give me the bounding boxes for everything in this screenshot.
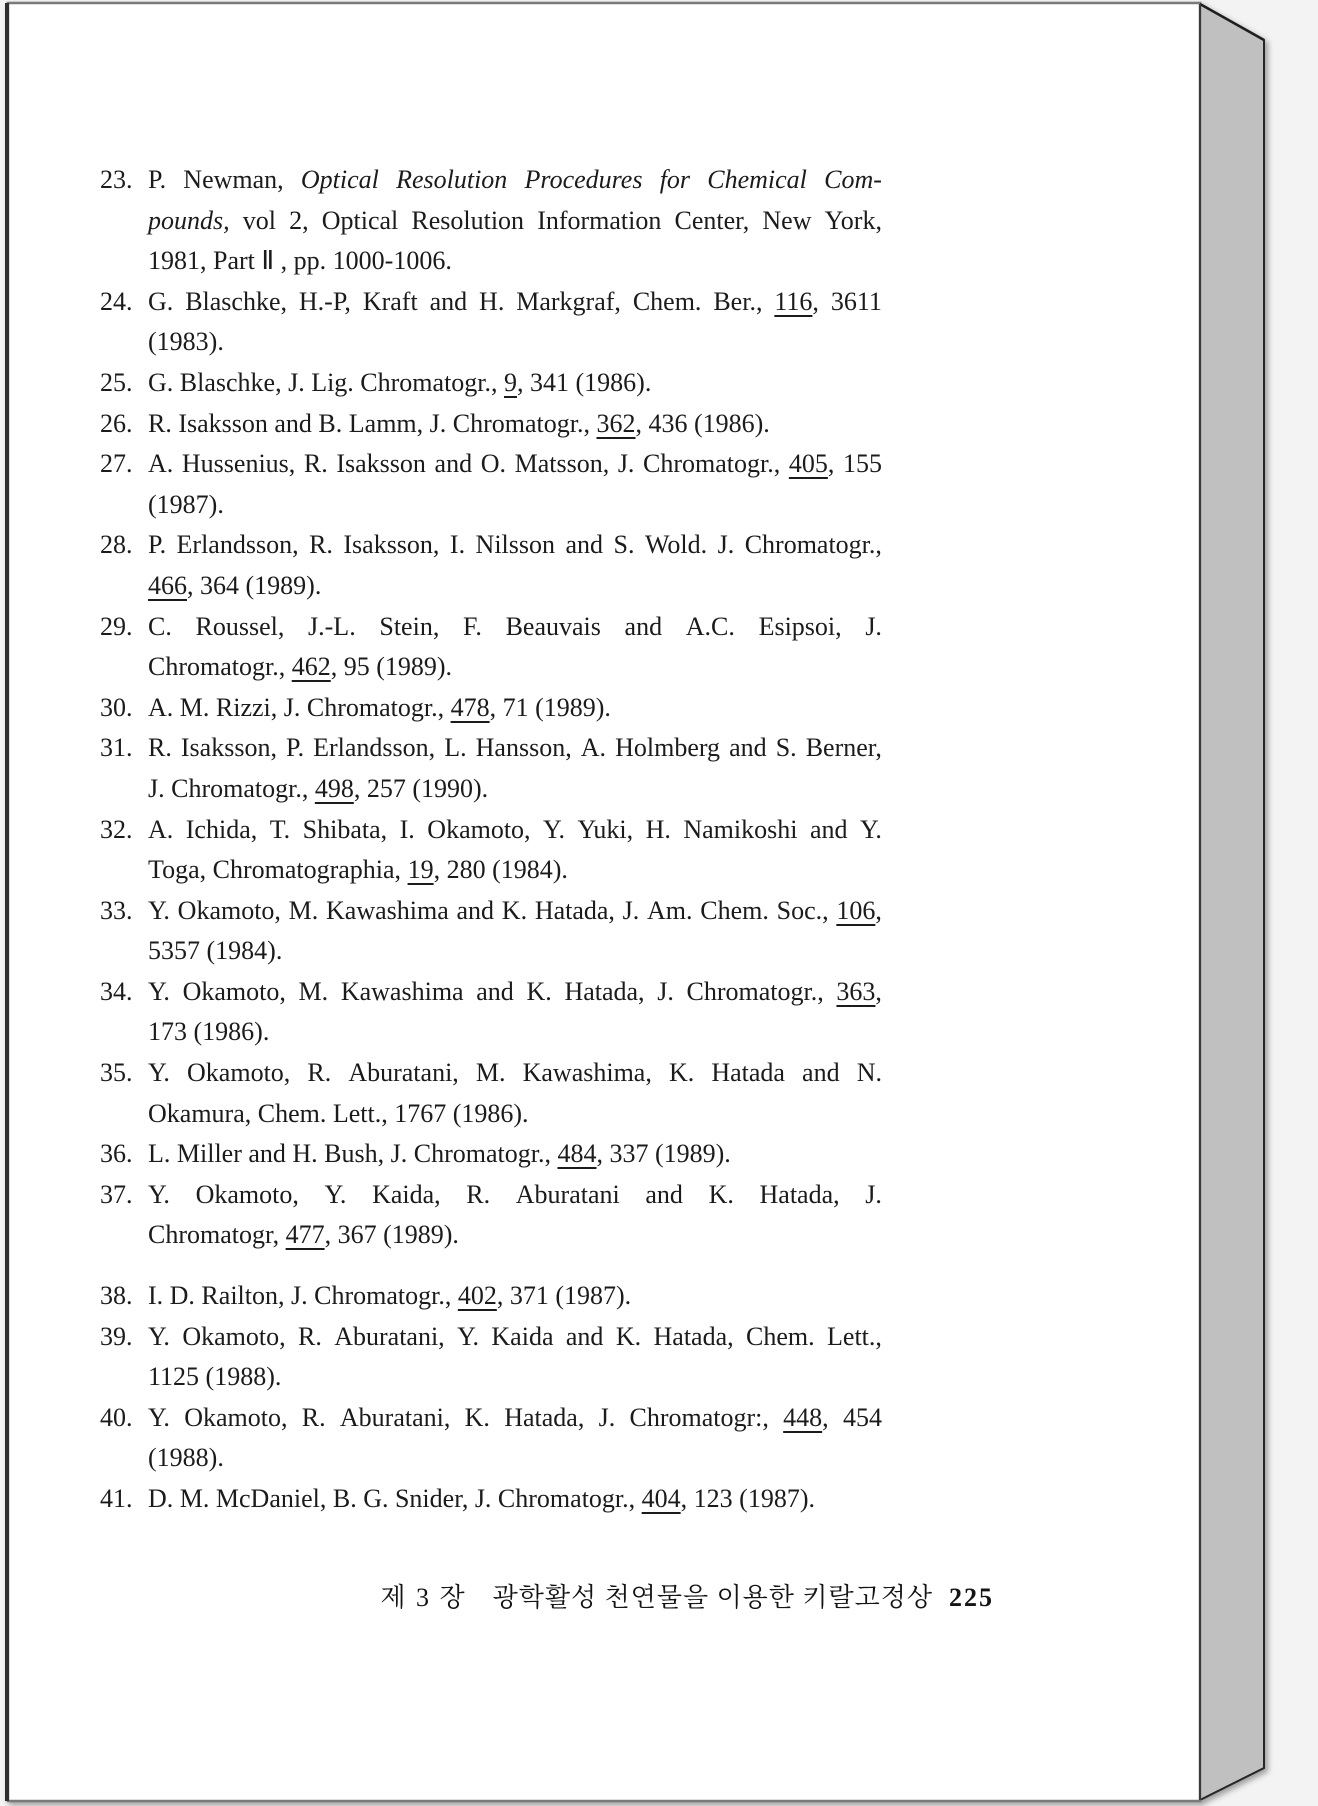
reference-line: Okamura, Chem. Lett., 1767 (1986). xyxy=(148,1098,529,1128)
reference-item xyxy=(100,160,882,282)
reference-text xyxy=(148,810,882,891)
reference-line: Y. Okamoto, Y. Kaida, R. Aburatani and K. Hatada, J. xyxy=(148,1179,882,1209)
reference-number: 29. xyxy=(100,611,133,641)
reference-item xyxy=(100,444,882,525)
reference-text xyxy=(148,404,882,445)
reference-item xyxy=(100,607,882,688)
reference-number: 33. xyxy=(100,895,133,925)
reference-number: 23. xyxy=(100,165,133,194)
reference-number: 30. xyxy=(100,692,133,722)
reference-line: P. Erlandsson, R. Isaksson, I. Nilsson and S. Wold. J. Chromatogr., xyxy=(148,530,882,560)
reference-line: (1983). xyxy=(148,327,224,357)
reference-number: 36. xyxy=(100,1139,133,1169)
reference-item xyxy=(100,1276,882,1317)
reference-item xyxy=(100,525,882,606)
reference-line: Chromatogr., 462, 95 (1989). xyxy=(148,652,453,682)
reference-line: 466, 364 (1989). xyxy=(148,570,322,600)
page-footer xyxy=(100,1578,994,1618)
references-list xyxy=(100,160,882,1520)
reference-item xyxy=(100,1479,882,1520)
reference-text xyxy=(148,688,882,729)
reference-text xyxy=(148,1479,882,1520)
reference-number: 35. xyxy=(100,1058,133,1088)
reference-line: J. Chromatogr., 498, 257 (1990). xyxy=(148,773,489,803)
reference-item xyxy=(100,1317,882,1398)
footer-page-number: 225 xyxy=(949,1583,994,1612)
reference-line: D. M. McDaniel, B. G. Snider, J. Chromatogr., 404, 123 (1987). xyxy=(148,1484,815,1513)
reference-line: (1988). xyxy=(148,1443,224,1473)
reference-text xyxy=(148,282,882,363)
reference-line: A. M. Rizzi, J. Chromatogr., 478, 71 (1989). xyxy=(148,692,611,722)
reference-line: 5357 (1984). xyxy=(148,936,283,966)
reference-line: Chromatogr, 477, 367 (1989). xyxy=(148,1220,459,1250)
reference-line: P. Newman, Optical Resolution Procedures for Chemical Com- xyxy=(148,165,882,194)
reference-text xyxy=(148,363,882,404)
reference-line: Y. Okamoto, M. Kawashima and K. Hatada, J. Chromatogr., 363, xyxy=(148,976,882,1006)
reference-line: A. Ichida, T. Shibata, I. Okamoto, Y. Yuki, H. Namikoshi and Y. xyxy=(148,814,882,844)
reference-number: 28. xyxy=(100,530,133,560)
reference-number: 41. xyxy=(100,1484,133,1513)
reference-text xyxy=(148,1398,882,1479)
reference-item xyxy=(100,404,882,445)
reference-line: A. Hussenius, R. Isaksson and O. Matsson, J. Chromatogr., 405, 155 xyxy=(148,449,882,479)
reference-line: Toga, Chromatographia, 19, 280 (1984). xyxy=(148,855,568,885)
reference-number: 25. xyxy=(100,367,133,397)
reference-number: 38. xyxy=(100,1281,133,1311)
reference-line: 1125 (1988). xyxy=(148,1362,282,1392)
reference-text xyxy=(148,1175,882,1256)
reference-line: Y. Okamoto, R. Aburatani, M. Kawashima, K. Hatada and N. xyxy=(148,1058,882,1088)
reference-number: 27. xyxy=(100,449,133,479)
reference-number: 37. xyxy=(100,1179,133,1209)
reference-item xyxy=(100,688,882,729)
reference-line: L. Miller and H. Bush, J. Chromatogr., 484, 337 (1989). xyxy=(148,1139,731,1169)
reference-text xyxy=(148,444,882,525)
reference-line: R. Isaksson, P. Erlandsson, L. Hansson, A. Holmberg and S. Berner, xyxy=(148,733,882,763)
reference-line: R. Isaksson and B. Lamm, J. Chromatogr., 362, 436 (1986). xyxy=(148,408,770,438)
reference-line: 173 (1986). xyxy=(148,1017,270,1047)
reference-text xyxy=(148,160,882,282)
reference-item xyxy=(100,810,882,891)
reference-line: pounds, vol 2, Optical Resolution Information Center, New York, xyxy=(148,205,882,235)
reference-number: 24. xyxy=(100,286,133,316)
reference-line: Y. Okamoto, R. Aburatani, Y. Kaida and K. Hatada, Chem. Lett., xyxy=(148,1321,882,1351)
reference-line: C. Roussel, J.-L. Stein, F. Beauvais and A.C. Esipsoi, J. xyxy=(148,611,882,641)
reference-text xyxy=(148,972,882,1053)
reference-item xyxy=(100,1053,882,1134)
reference-item xyxy=(100,1398,882,1479)
reference-number: 34. xyxy=(100,976,133,1006)
reference-item xyxy=(100,363,882,404)
reference-item xyxy=(100,728,882,809)
reference-line: I. D. Railton, J. Chromatogr., 402, 371 (1987). xyxy=(148,1281,632,1311)
reference-text xyxy=(148,1134,882,1175)
reference-text xyxy=(148,525,882,606)
reference-line: (1987). xyxy=(148,489,224,519)
reference-item xyxy=(100,972,882,1053)
footer-chapter-label: 제 3 장 xyxy=(380,1583,467,1612)
reference-item xyxy=(100,891,882,972)
reference-line: 1981, Part Ⅱ , pp. 1000-1006. xyxy=(148,246,452,276)
reference-number: 39. xyxy=(100,1321,133,1351)
reference-number: 31. xyxy=(100,733,133,763)
reference-text xyxy=(148,607,882,688)
reference-line: Y. Okamoto, R. Aburatani, K. Hatada, J. Chromatogr:, 448, 454 xyxy=(148,1402,882,1432)
reference-item xyxy=(100,1175,882,1256)
page-edge-shape xyxy=(1200,4,1264,1800)
reference-line: G. Blaschke, H.-P, Kraft and H. Markgraf, Chem. Ber., 116, 3611 xyxy=(148,286,882,316)
footer-chapter-title: 광학활성 천연물을 이용한 키랄고정상 xyxy=(492,1583,933,1612)
reference-line: Y. Okamoto, M. Kawashima and K. Hatada, J. Am. Chem. Soc., 106, xyxy=(148,895,882,925)
reference-number: 26. xyxy=(100,408,133,438)
reference-text xyxy=(148,1317,882,1398)
reference-line: G. Blaschke, J. Lig. Chromatogr., 9, 341 (1986). xyxy=(148,367,652,397)
reference-number: 32. xyxy=(100,814,133,844)
reference-text xyxy=(148,1276,882,1317)
reference-text xyxy=(148,1053,882,1134)
reference-item xyxy=(100,1134,882,1175)
reference-text xyxy=(148,891,882,972)
reference-text xyxy=(148,728,882,809)
reference-item xyxy=(100,282,882,363)
reference-number: 40. xyxy=(100,1402,133,1432)
